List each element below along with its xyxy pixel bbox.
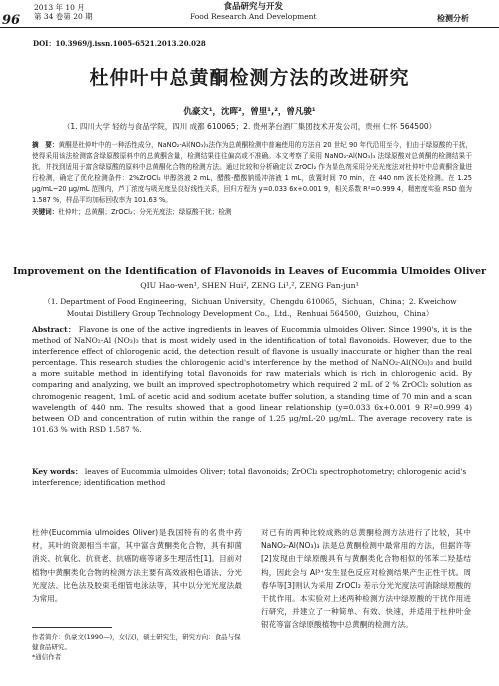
author-bio: 作者简介：仇豪文(1990—)，女(汉)，硕士研究生，研究方向：食品与保健食品研究。 [32,633,241,651]
section-label: 检测分析 [437,14,469,23]
header-rule [0,27,499,28]
abstract-en-label: Abstract： [32,325,76,334]
journal-name-cn: 食品研究与开发 [223,2,284,12]
footnote [32,632,242,662]
keywords-en-label: Key words： [32,467,83,476]
page-header [0,0,499,28]
abstract-en-text: Flavone is one of the active ingredients in leaves of Eucommia ulmoides Oliver. Since 1990's, it is the method of NaNO₂-Al (NO₃)₃ that is most widely used in the identification of total flavonoids. However, due to the interference effect of chlorogenic acid, the detection result of flavone is usually inaccurate or higher than the real percentage. This research studies the chlorogenic acid's interference by the method of NaNO₂-Al(NO₃)₃ and build a more suitable method in identifying total flavonoids for raw materials which is rich in chlorogenic acid. By comparing and analyzing, we built an improved spectrophotometry which required 2 mL of 2 % ZrOCl₂ solution as chromogenic reagent, 1mL of acetic acid and sodium acetate buffer solution, a standing time of 70 min and a scan wavelength of 440 nm. The results showed that a good linear relationship (y=0.033 6x+0.001 9 R²=0.999 4) between OD and concentration of rutin within the range of 1.25 μg/mL-20 μg/mL. The average recovery rate is 101.63 % with RSD 1.587 %. [32,325,472,434]
affiliation-en: （1. Department of Food Engineering，Sichuan University，Chengdu 610065，Sichuan，China；2. Kweichow Moutai Distillery Group Technology Development Co.，Ltd.，Renhuai 564500，Guizhou，China） [43,297,457,318]
abstract-cn-text: 黄酮是杜仲叶中的一种活性成分，NaNO₂-Al(NO₃)₃法作为总黄酮检测中普遍使用的方法自 20 世纪 90 年代沿用至今，但由于绿原酸的干扰，使得采用该法检测富含绿原酸原料中的总黄酮含量，检测结果往往偏高或不准确。本文考察了采用 NaNO₂-Al(NO₃)₃ 法绿原酸对总黄酮的检测结果干扰，并找到适用于富含绿原酸的原料中总黄酮化合物的检测方法。通过比较和分析确定以 ZrOCl₂ 作为显色剂采用分光光度法对杜仲叶中总黄酮含量进行检测，确定了优化检测条件：2%ZrOCl₂ 甲醇溶液 2 mL，醋酸-醋酸钠缓冲溶液 1 mL，放置时间 70 min，在 440 nm 波长处检测。在 1.25 μg/mL~20 μg/mL 范围内，芦丁浓度与吸光度呈良好线性关系，回归方程为 y=0.033 6x+0.001 9，相关系数 R²=0.999 4，精密度实验 RSD 值为 1.587 %，样品平均加标回收率为 101.63 %。 [32,141,472,205]
abstract-cn-label: 摘 要： [32,141,59,149]
abstract-cn [32,140,472,218]
doi: DOI：10.3969/j.issn.1005-6521.2013.20.028 [33,39,206,48]
corresponding-author-note: *通信作者 [32,653,62,661]
page-number: 96 [2,13,21,28]
body-column-left: 杜仲(Eucommia ulmoides Oliver)是我国特有的名贵中药材，其叶的资源相当丰富，其中富含黄酮类化合物，具有抑菌消炎、抗氧化、抗衰老、抗癌防癌等诸多生理活性[1]。目前对植物中黄酮类化合物的检测方法主要有高效液相色谱法、分光光度法、比色法及胶束毛细管电泳法等，其中以分光光度法最为常用。 [32,528,242,604]
body-column-right: 对已有的两种比较成熟的总黄酮检测方法进行了比较，其中 NaNO₂-Al(NO₃)₃ 法是总黄酮检测中最常用的方法，但据许等[2]发现由于绿原酸具有与黄酮类化合物相似的邻苯二羟基结构，因此会与 Al³⁺发生显色反应对检测结果产生正性干扰。周春华等[3]则认为采用 ZrOCl₂ 差示分光光度法可消除绿原酸的干扰作用。本实验对上述两种检测方法中绿原酸的干扰作用进行研究，并建立了一种简单、有效、快速，并适用于杜仲叶金银花等富含绿原酸植物中总黄酮的检测方法。 [261,528,471,630]
article-title-en: Improvement on the Identification of Flavonoids in Leaves of Eucommia Ulmoides Oliver [12,266,486,277]
article-title-cn: 杜仲叶中总黄酮检测方法的改进研究 [89,67,410,89]
keywords-cn-text: 杜仲叶；总黄酮；ZrOCl₂；分光光度法；绿原酸干扰；检测 [58,207,232,216]
authors-en: QIU Hao-wen¹, SHEN Hui², ZENG Li¹,², ZENG Fan-jun¹ [140,281,359,290]
footnote-rule [32,627,112,628]
keywords-en-text: leaves of Eucommia ulmoides Oliver; total flavonoids; ZrOCl₂ spectrophotometry; chlorogenic acid's interference; identification method [32,467,467,488]
issue-date: 2013 年 10 月 [34,3,85,12]
keywords-en [32,466,472,488]
abstract-en [32,324,472,435]
keywords-cn-label: 关键词： [32,207,59,216]
journal-name [190,2,317,22]
affiliation-cn: （1. 四川大学 轻纺与食品学院，四川 成都 610065；2. 贵州茅台酒厂集团技术开发公司，贵州 仁怀 564500） [62,122,437,131]
volume-issue: 第 34 卷第 20 期 [34,12,93,21]
journal-name-en: Food Research And Development [190,12,317,21]
authors-cn: 仇豪文¹，沈晖²，曾里¹,²，曾凡骏¹ [183,107,316,117]
issue-info [34,3,93,21]
